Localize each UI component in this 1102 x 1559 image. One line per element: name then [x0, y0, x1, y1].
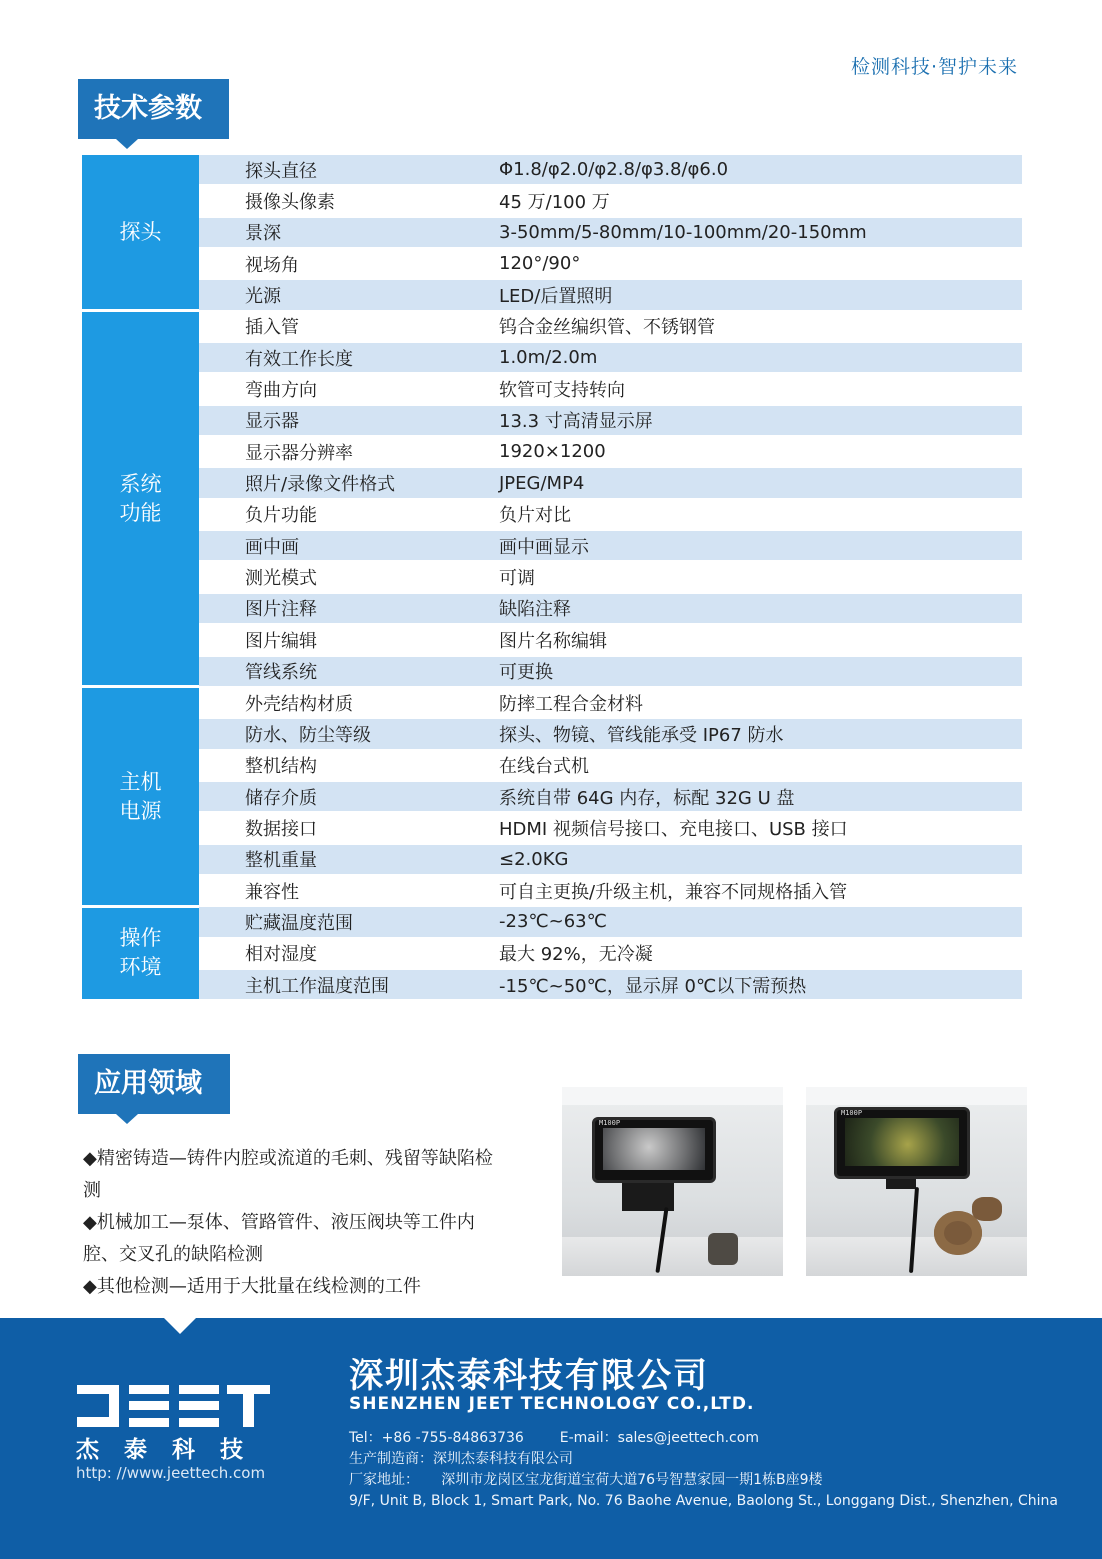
spec-row: [82, 248, 1022, 279]
monitor-model-label: M100P: [599, 1119, 621, 1127]
monitor-stand: [886, 1179, 916, 1189]
spec-key: 显示器: [199, 405, 489, 436]
desktop-endoscope-photo: [562, 1087, 783, 1276]
phone-number: Tel：+86 -755-84863736: [349, 1430, 524, 1446]
website-link[interactable]: http: //www.jeettech.com: [76, 1464, 266, 1482]
spec-value: 可自主更换/升级主机，兼容不同规格插入管: [489, 875, 1022, 906]
spec-key: 储存介质: [199, 781, 489, 812]
spec-value: JPEG/MP4: [489, 467, 1022, 498]
spec-row: [82, 750, 1022, 781]
spec-row: [82, 405, 1022, 436]
application-item: ◆机械加工—泵体、管路管件、液压阀块等工件内腔、交叉孔的缺陷检测: [83, 1212, 475, 1265]
spec-row: [82, 311, 1022, 342]
spec-value: 可调: [489, 561, 1022, 592]
spec-row: [82, 499, 1022, 530]
spec-value: HDMI 视频信号接口、充电接口、USB 接口: [489, 812, 1022, 843]
spec-row: [82, 530, 1022, 561]
spec-category: 系统 功能: [82, 311, 199, 687]
spec-value: 缺陷注释: [489, 593, 1022, 624]
photo-wall: [806, 1087, 1027, 1105]
spec-key: 弯曲方向: [199, 373, 489, 404]
spec-row: [82, 593, 1022, 624]
inspected-part: [708, 1233, 738, 1265]
spec-value: 1920×1200: [489, 436, 1022, 467]
spec-row: [82, 373, 1022, 404]
spec-value: 防摔工程合金材料: [489, 687, 1022, 718]
spec-key: 兼容性: [199, 875, 489, 906]
spec-value: 钨合金丝编织管、不锈钢管: [489, 311, 1022, 342]
spec-value: 系统自带 64G 内存，标配 32G U 盘: [489, 781, 1022, 812]
spec-key: 景深: [199, 217, 489, 248]
spec-key: 图片注释: [199, 593, 489, 624]
spec-value: 13.3 寸高清显示屏: [489, 405, 1022, 436]
spec-row: [82, 467, 1022, 498]
spec-key: 画中画: [199, 530, 489, 561]
spec-row: [82, 844, 1022, 875]
spec-row: [82, 155, 1022, 185]
spec-key: 管线系统: [199, 656, 489, 687]
spec-row: [82, 217, 1022, 248]
monitor: [834, 1107, 970, 1179]
monitor: [592, 1117, 716, 1183]
applications-list: [83, 1143, 503, 1303]
spec-value: -15℃~50℃，显示屏 0℃以下需预热: [489, 969, 1022, 1000]
spec-key: 有效工作长度: [199, 342, 489, 373]
spec-value: -23℃~63℃: [489, 906, 1022, 937]
spec-key: 图片编辑: [199, 624, 489, 655]
spec-row: [82, 342, 1022, 373]
address-en: 9/F, Unit B, Block 1, Smart Park, No. 76 Baohe Avenue, Baolong St., Longgang Dist., Shenzhen, China: [349, 1493, 1059, 1509]
spec-key: 数据接口: [199, 812, 489, 843]
photo-wall: [562, 1087, 783, 1105]
photo-table-surface: [562, 1237, 783, 1276]
spec-row: [82, 875, 1022, 906]
spec-row: [82, 656, 1022, 687]
monitor-model-label: M100P: [841, 1109, 863, 1117]
spec-row: [82, 561, 1022, 592]
spec-value: 画中画显示: [489, 530, 1022, 561]
manufacturer: 生产制造商：深圳杰泰科技有限公司: [349, 1451, 573, 1467]
spec-key: 防水、防尘等级: [199, 718, 489, 749]
footer: [0, 1318, 1102, 1559]
monitor-screen: [603, 1128, 705, 1170]
spec-table-body: [82, 155, 1022, 1000]
spec-key: 主机工作温度范围: [199, 969, 489, 1000]
spec-row: [82, 812, 1022, 843]
footer-notch: [164, 1318, 196, 1334]
spec-value: 负片对比: [489, 499, 1022, 530]
spec-value: 3-50mm/5-80mm/10-100mm/20-150mm: [489, 217, 1022, 248]
spec-value: 45 万/100 万: [489, 185, 1022, 216]
spec-key: 探头直径: [199, 155, 489, 185]
spec-key: 显示器分辨率: [199, 436, 489, 467]
spec-table: [82, 155, 1022, 1002]
spec-value: ≤2.0KG: [489, 844, 1022, 875]
spec-category: 操作 环境: [82, 906, 199, 1000]
spec-row: [82, 938, 1022, 969]
spec-key: 照片/录像文件格式: [199, 467, 489, 498]
spec-key: 整机结构: [199, 750, 489, 781]
spec-row: [82, 718, 1022, 749]
specs-section-title: 技术参数: [78, 79, 229, 139]
spec-key: 插入管: [199, 311, 489, 342]
spec-row: [82, 781, 1022, 812]
spec-value: LED/后置照明: [489, 279, 1022, 310]
spec-value: 120°/90°: [489, 248, 1022, 279]
spec-value: 最大 92%，无冷凝: [489, 938, 1022, 969]
spec-value: 在线台式机: [489, 750, 1022, 781]
spec-row: [82, 906, 1022, 937]
desktop-endoscope-photo: [806, 1087, 1027, 1276]
monitor-screen: [845, 1118, 959, 1166]
spec-row: [82, 624, 1022, 655]
application-item: ◆其他检测—适用于大批量在线检测的工件: [83, 1276, 421, 1297]
spec-row: [82, 687, 1022, 718]
spec-key: 外壳结构材质: [199, 687, 489, 718]
company-name-cn: 深圳杰泰科技有限公司: [349, 1356, 709, 1396]
header-slogan: 检测科技·智护未来: [850, 56, 1018, 78]
spec-value: 探头、物镜、管线能承受 IP67 防水: [489, 718, 1022, 749]
spec-value: Φ1.8/φ2.0/φ2.8/φ3.8/φ6.0: [489, 155, 1022, 185]
spec-key: 测光模式: [199, 561, 489, 592]
email-link[interactable]: E-mail：sales@jeettech.com: [559, 1430, 759, 1446]
application-item: ◆精密铸造—铸件内腔或流道的毛刺、残留等缺陷检测: [83, 1148, 493, 1201]
spec-key: 负片功能: [199, 499, 489, 530]
spec-row: [82, 185, 1022, 216]
spec-value: 软管可支持转向: [489, 373, 1022, 404]
spec-value: 可更换: [489, 656, 1022, 687]
spec-key: 视场角: [199, 248, 489, 279]
applications-section-title: 应用领域: [78, 1054, 230, 1114]
spec-category: 主机 电源: [82, 687, 199, 906]
spec-row: [82, 279, 1022, 310]
spec-category: 探头: [82, 155, 199, 311]
spec-key: 相对湿度: [199, 938, 489, 969]
spec-row: [82, 436, 1022, 467]
spec-value: 图片名称编辑: [489, 624, 1022, 655]
jeet-logo: [77, 1385, 270, 1427]
photo-table-surface: [806, 1237, 1027, 1276]
logo-chinese-name: 杰泰科技: [76, 1437, 268, 1463]
spec-value: 1.0m/2.0m: [489, 342, 1022, 373]
company-name-en: SHENZHEN JEET TECHNOLOGY CO.,LTD.: [349, 1394, 755, 1414]
spec-row: [82, 969, 1022, 1000]
spec-key: 整机重量: [199, 844, 489, 875]
spec-key: 光源: [199, 279, 489, 310]
inspected-part: [972, 1197, 1002, 1221]
spec-key: 摄像头像素: [199, 185, 489, 216]
contact-info: [349, 1428, 1058, 1512]
spec-key: 贮藏温度范围: [199, 906, 489, 937]
address-cn: 厂家地址： 深圳市龙岗区宝龙街道宝荷大道76号智慧家园一期1栋B座9楼: [349, 1472, 823, 1488]
